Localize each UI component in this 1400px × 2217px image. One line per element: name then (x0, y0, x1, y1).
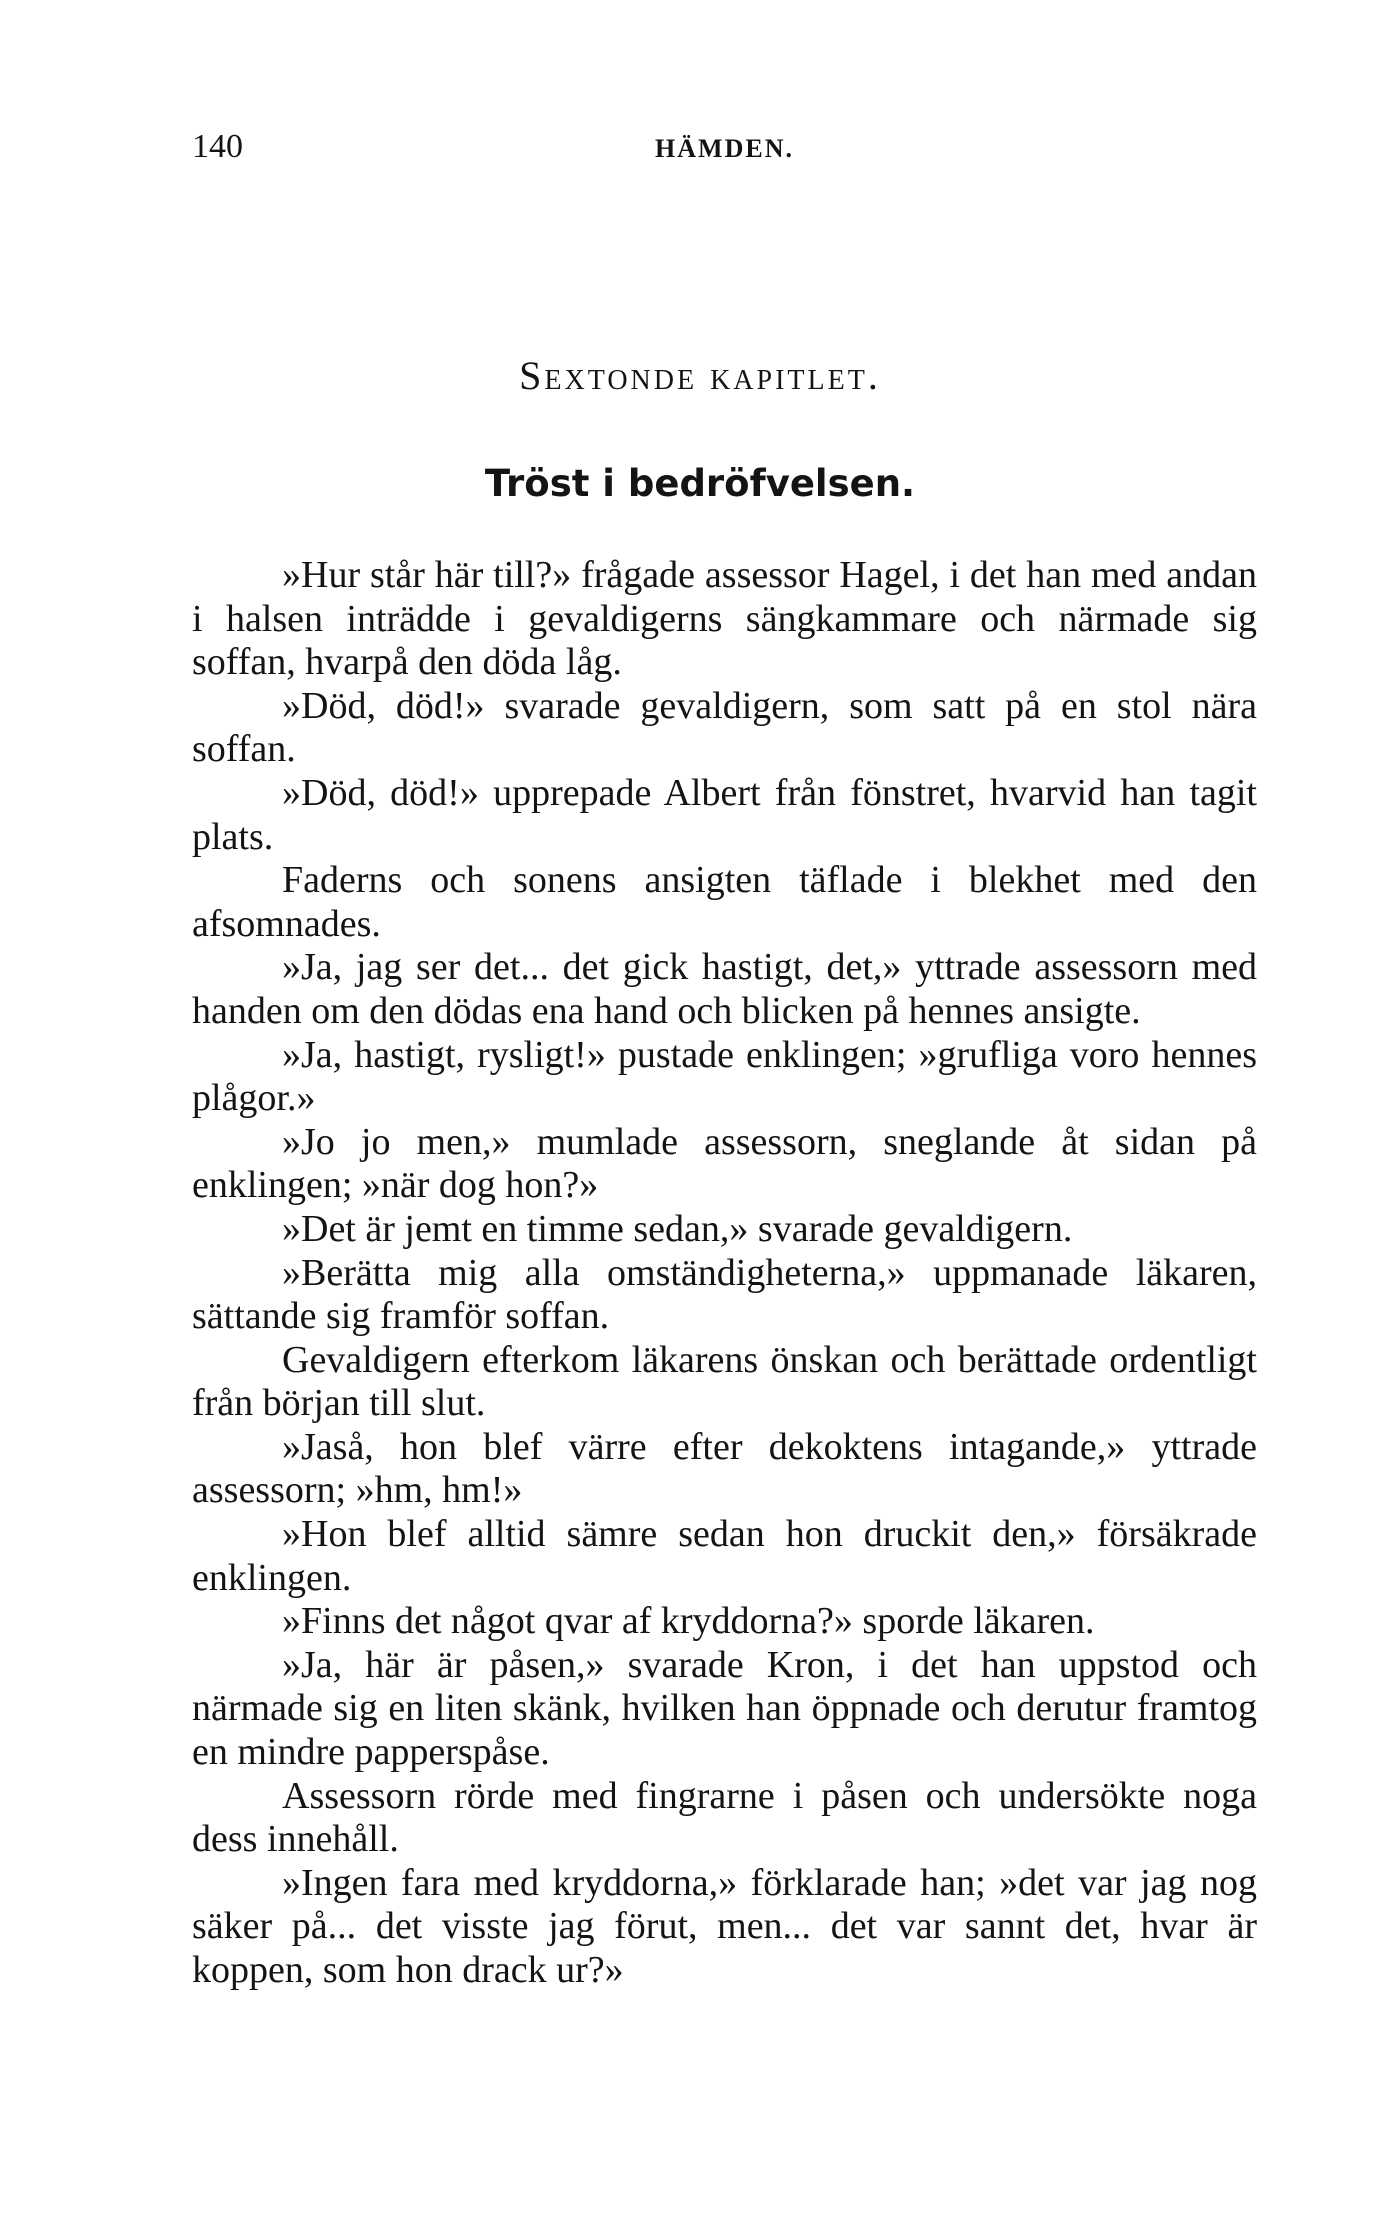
paragraph: »Jo jo men,» mumlade assessorn, sneglande åt sidan på enklingen; »när dog hon?» (192, 1120, 1257, 1207)
paragraph: »Död, död!» upprepade Albert från fönstret, hvarvid han tagit plats. (192, 771, 1257, 858)
paragraph: »Ja, jag ser det... det gick hastigt, det,» yttrade assessorn med handen om den dödas ena hand och blicken på hennes ansigte. (192, 946, 1257, 1032)
paragraph: »Berätta mig alla omständigheterna,» uppmanade läkaren, sättande sig framför soffan. (192, 1251, 1257, 1338)
body-text (192, 554, 1257, 1993)
running-head (192, 128, 1257, 178)
paragraph: »Död, död!» svarade gevaldigern, som satt på en stol nära soffan. (192, 684, 1257, 771)
chapter-heading: Sextonde kapitlet. (519, 353, 881, 398)
paragraph: »Ja, här är påsen,» svarade Kron, i det han uppstod och närmade sig en liten skänk, hvilken han öppnade och derutur framtog en mindre papperspåse. (192, 1643, 1257, 1774)
paragraph: »Ingen fara med kryddorna,» förklarade han; »det var jag nog säker på... det visste jag förut, men... det var sannt det, hvar är koppen, som hon drack ur?» (192, 1861, 1257, 1991)
paragraph: »Det är jemt en timme sedan,» svarade gevaldigern. (282, 1207, 1073, 1250)
paragraph: »Jaså, hon blef värre efter dekoktens intagande,» yttrade assessorn; »hm, hm!» (192, 1425, 1257, 1512)
paragraph: »Ja, hastigt, rysligt!» pustade enklingen; »grufliga voro hennes plågor.» (192, 1033, 1257, 1120)
paragraph: Assessorn rörde med fingrarne i påsen och undersökte noga dess innehåll. (192, 1774, 1257, 1861)
chapter-subtitle: Tröst i bedröfvelsen. (484, 462, 916, 505)
paragraph: Gevaldigern efterkom läkarens önskan och berättade ordentligt från början till slut. (192, 1338, 1257, 1425)
paragraph: »Hur står här till?» frågade assessor Hagel, i det han med andan i halsen inträdde i gevaldigerns sängkammare och närmade sig soffan, hvarpå den döda låg. (192, 554, 1257, 684)
page-number: 140 (192, 128, 243, 165)
paragraph: »Finns det något qvar af kryddorna?» sporde läkaren. (282, 1600, 1095, 1643)
running-title: HÄMDEN. (655, 134, 794, 163)
paragraph: »Hon blef alltid sämre sedan hon druckit den,» försäkrade enklingen. (192, 1513, 1257, 1599)
paragraph: Faderns och sonens ansigten täflade i blekhet med den afsomnades. (192, 859, 1257, 945)
